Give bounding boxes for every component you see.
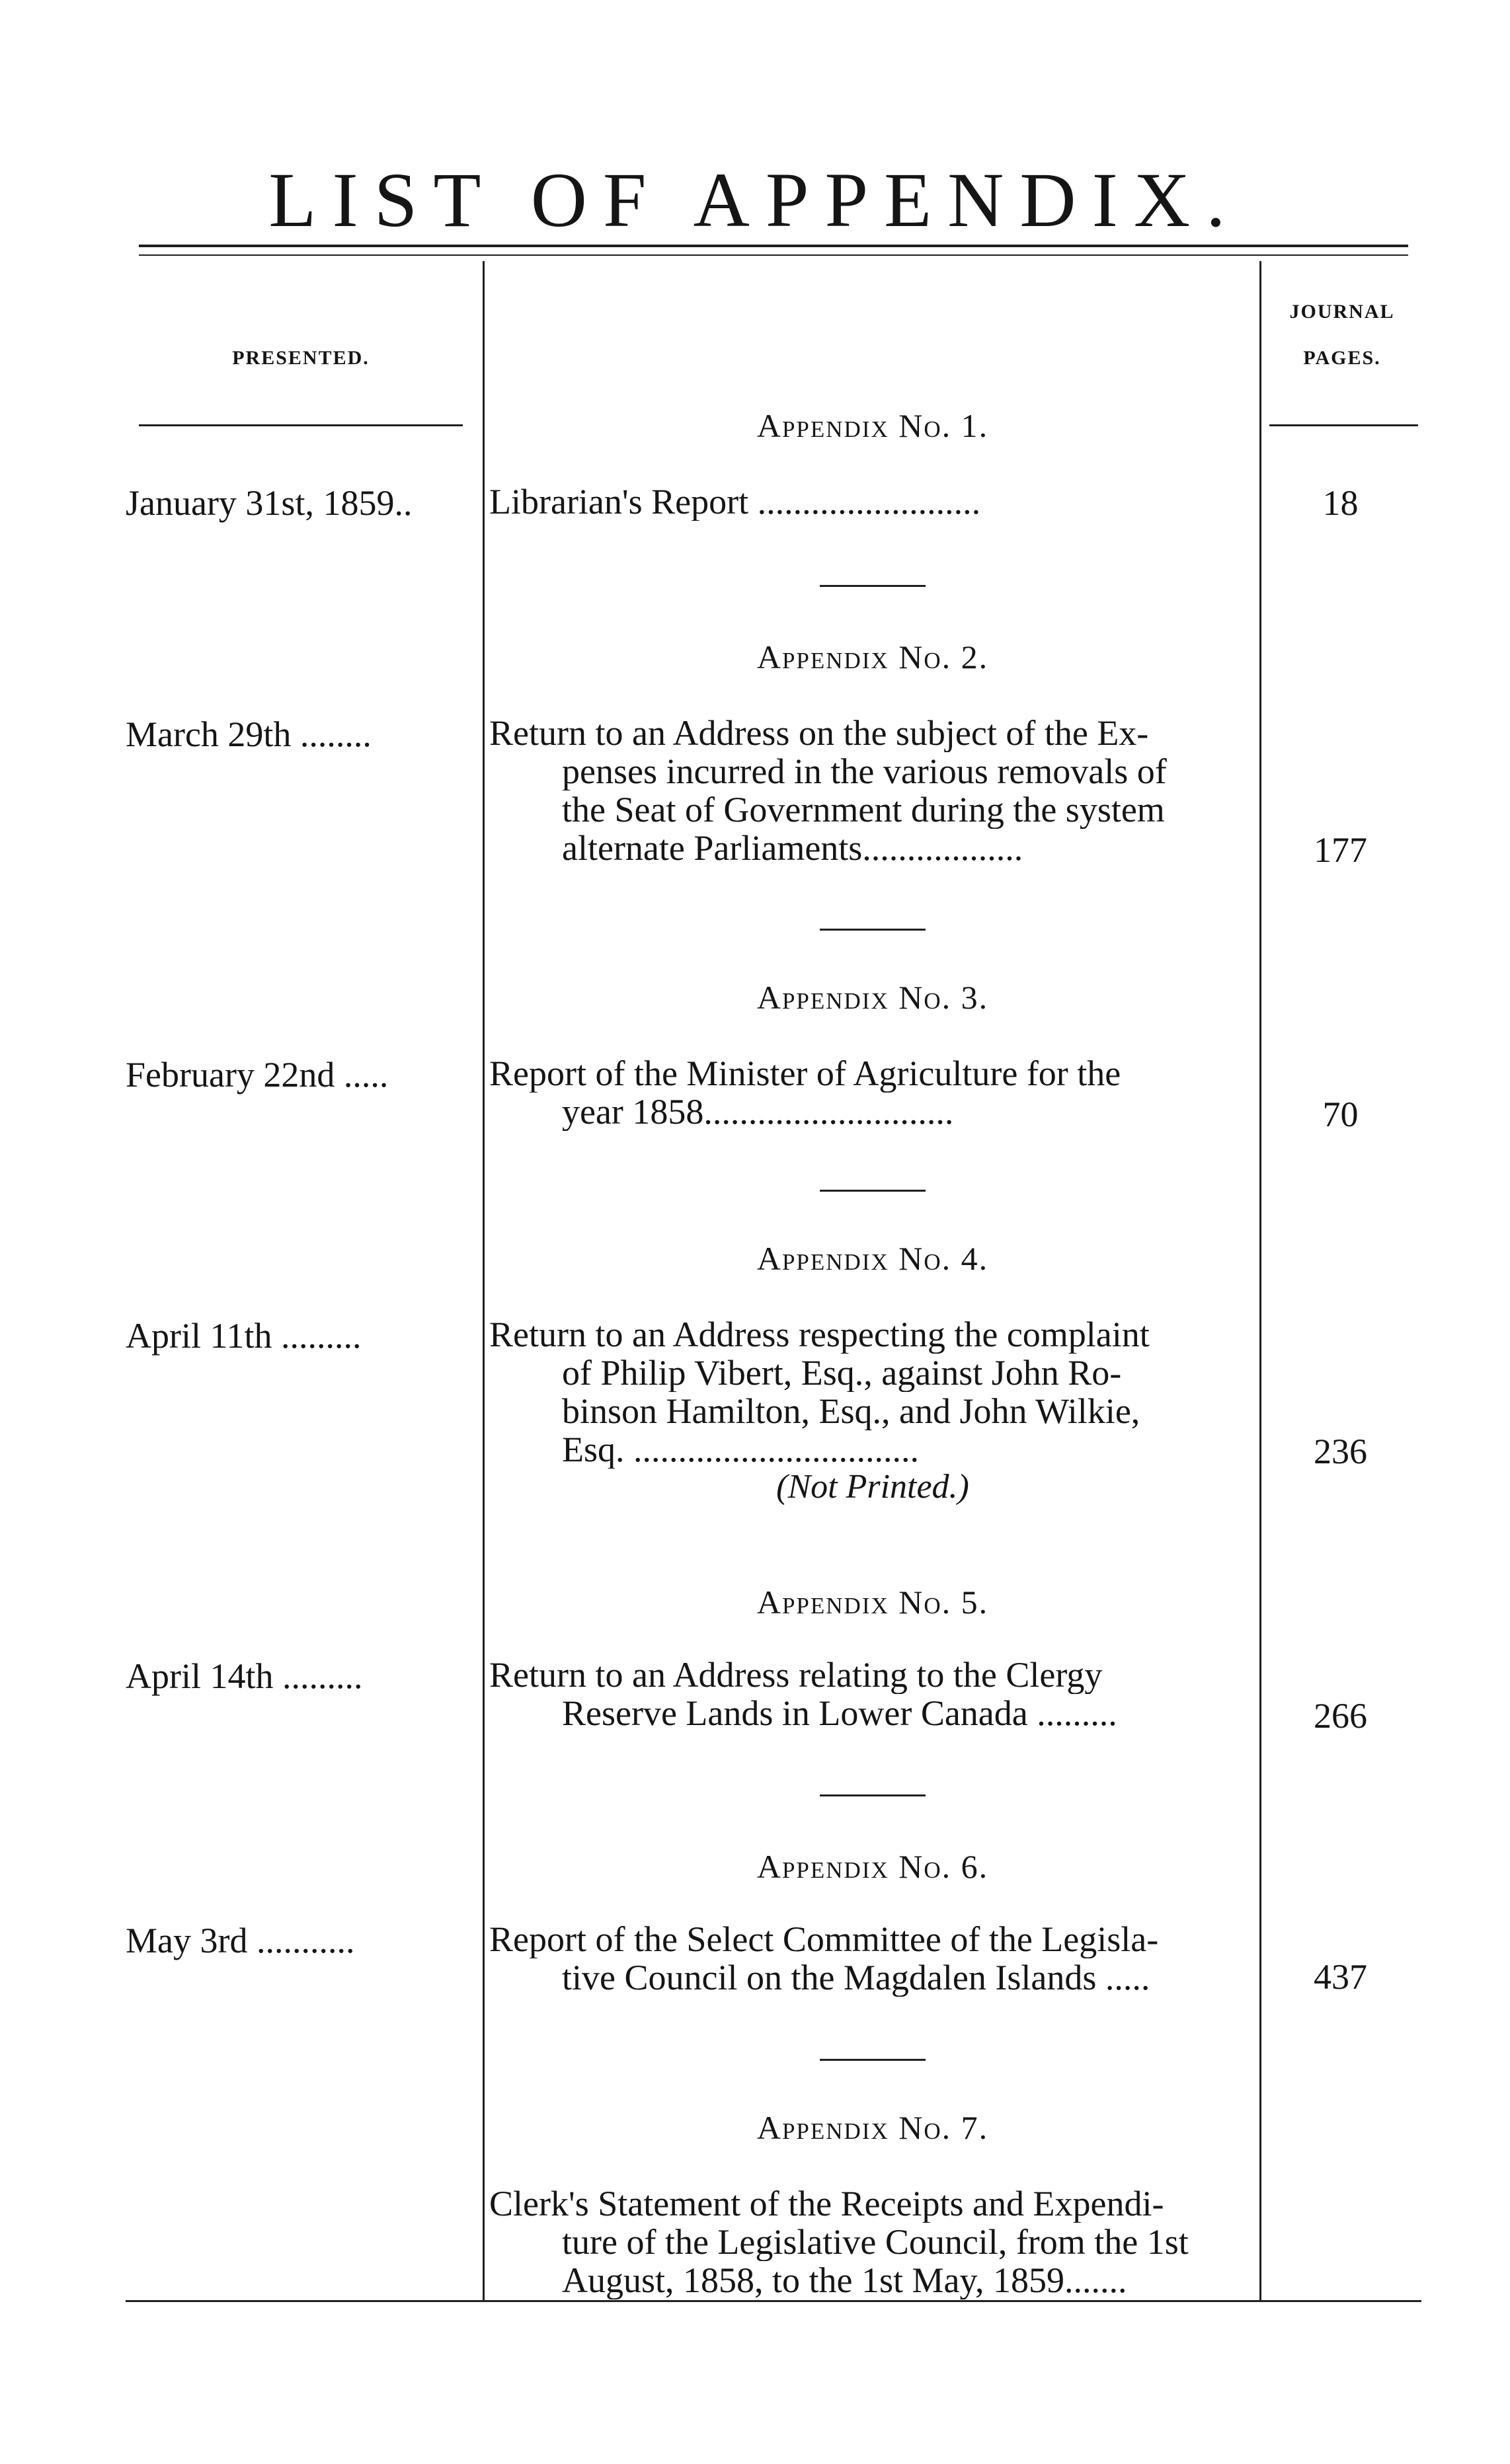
description-line: Return to an Address on the subject of the Ex- [489, 714, 1149, 752]
appendix-heading: Appendix No. 3. [756, 979, 989, 1016]
description-line: Report of the Minister of Agriculture for the [489, 1054, 1121, 1093]
description-line: Clerk's Statement of the Receipts and Expendi- [489, 2184, 1164, 2223]
column-divider-right [1259, 261, 1261, 2300]
presented-date: February 22nd ..... [126, 1055, 389, 1095]
section-separator [820, 585, 926, 587]
journal-page: 266 [1314, 1696, 1367, 1736]
description-line: Librarian's Report ......................... [489, 482, 981, 521]
appendix-description [489, 714, 1250, 867]
journal-page: 177 [1314, 830, 1367, 870]
appendix-description [489, 1656, 1250, 1732]
journal-page: 437 [1314, 1957, 1367, 1997]
title-rule-top [139, 245, 1408, 247]
header-presented: PRESENTED. [232, 347, 370, 369]
presented-date: April 11th ......... [126, 1316, 362, 1356]
journal-page: 70 [1322, 1095, 1359, 1134]
section-separator [820, 2059, 926, 2061]
bottom-rule [126, 2300, 1421, 2302]
appendix-description [489, 482, 1250, 521]
appendix-heading: Appendix No. 5. [756, 1584, 989, 1621]
section-separator [820, 929, 926, 931]
column-divider-left [483, 261, 485, 2300]
description-line: penses incurred in the various removals of [562, 752, 1167, 790]
description-line: Reserve Lands in Lower Canada ......... [562, 1694, 1117, 1732]
appendix-heading: Appendix No. 6. [756, 1848, 989, 1885]
header-rule-right [1269, 424, 1418, 426]
presented-date: January 31st, 1859.. [126, 483, 413, 523]
description-line: Report of the Select Committee of the Legisla- [489, 1920, 1159, 1958]
appendix-heading: Appendix No. 2. [756, 638, 989, 675]
description-line: August, 1858, to the 1st May, 1859....... [562, 2261, 1127, 2299]
description-line: Esq. ................................ [562, 1430, 919, 1469]
appendix-description [489, 1315, 1250, 1469]
page-title: LIST OF APPENDIX. [268, 157, 1242, 243]
appendix-description [489, 2184, 1250, 2299]
description-line: of Philip Vibert, Esq., against John Ro- [562, 1354, 1122, 1392]
not-printed-note: (Not Printed.) [776, 1468, 969, 1506]
appendix-description [489, 1054, 1250, 1131]
description-line: year 1858............................ [562, 1093, 954, 1131]
description-line: binson Hamilton, Esq., and John Wilkie, [562, 1392, 1140, 1430]
presented-date: May 3rd ........... [126, 1921, 355, 1960]
appendix-heading: Appendix No. 4. [756, 1240, 989, 1277]
presented-date: April 14th ......... [126, 1656, 363, 1696]
description-line: Return to an Address respecting the complaint [489, 1315, 1150, 1354]
description-line: ture of the Legislative Council, from the 1st [562, 2223, 1189, 2261]
appendix-description [489, 1920, 1250, 1997]
appendix-heading: Appendix No. 7. [756, 2109, 989, 2146]
section-separator [820, 1794, 926, 1796]
journal-page: 236 [1314, 1432, 1367, 1471]
presented-date: March 29th ........ [126, 714, 372, 754]
description-line: alternate Parliaments.................. [562, 829, 1023, 867]
description-line: tive Council on the Magdalen Islands ..... [562, 1958, 1150, 1997]
appendix-heading: Appendix No. 1. [756, 407, 989, 444]
section-separator [820, 1190, 926, 1192]
header-pages: PAGES. [1303, 347, 1381, 369]
title-rule-bottom [139, 254, 1408, 256]
journal-page: 18 [1322, 483, 1359, 523]
header-rule-left [139, 424, 463, 426]
description-line: the Seat of Government during the system [562, 790, 1165, 829]
description-line: Return to an Address relating to the Clergy [489, 1656, 1103, 1694]
header-journal: JOURNAL [1289, 301, 1395, 323]
